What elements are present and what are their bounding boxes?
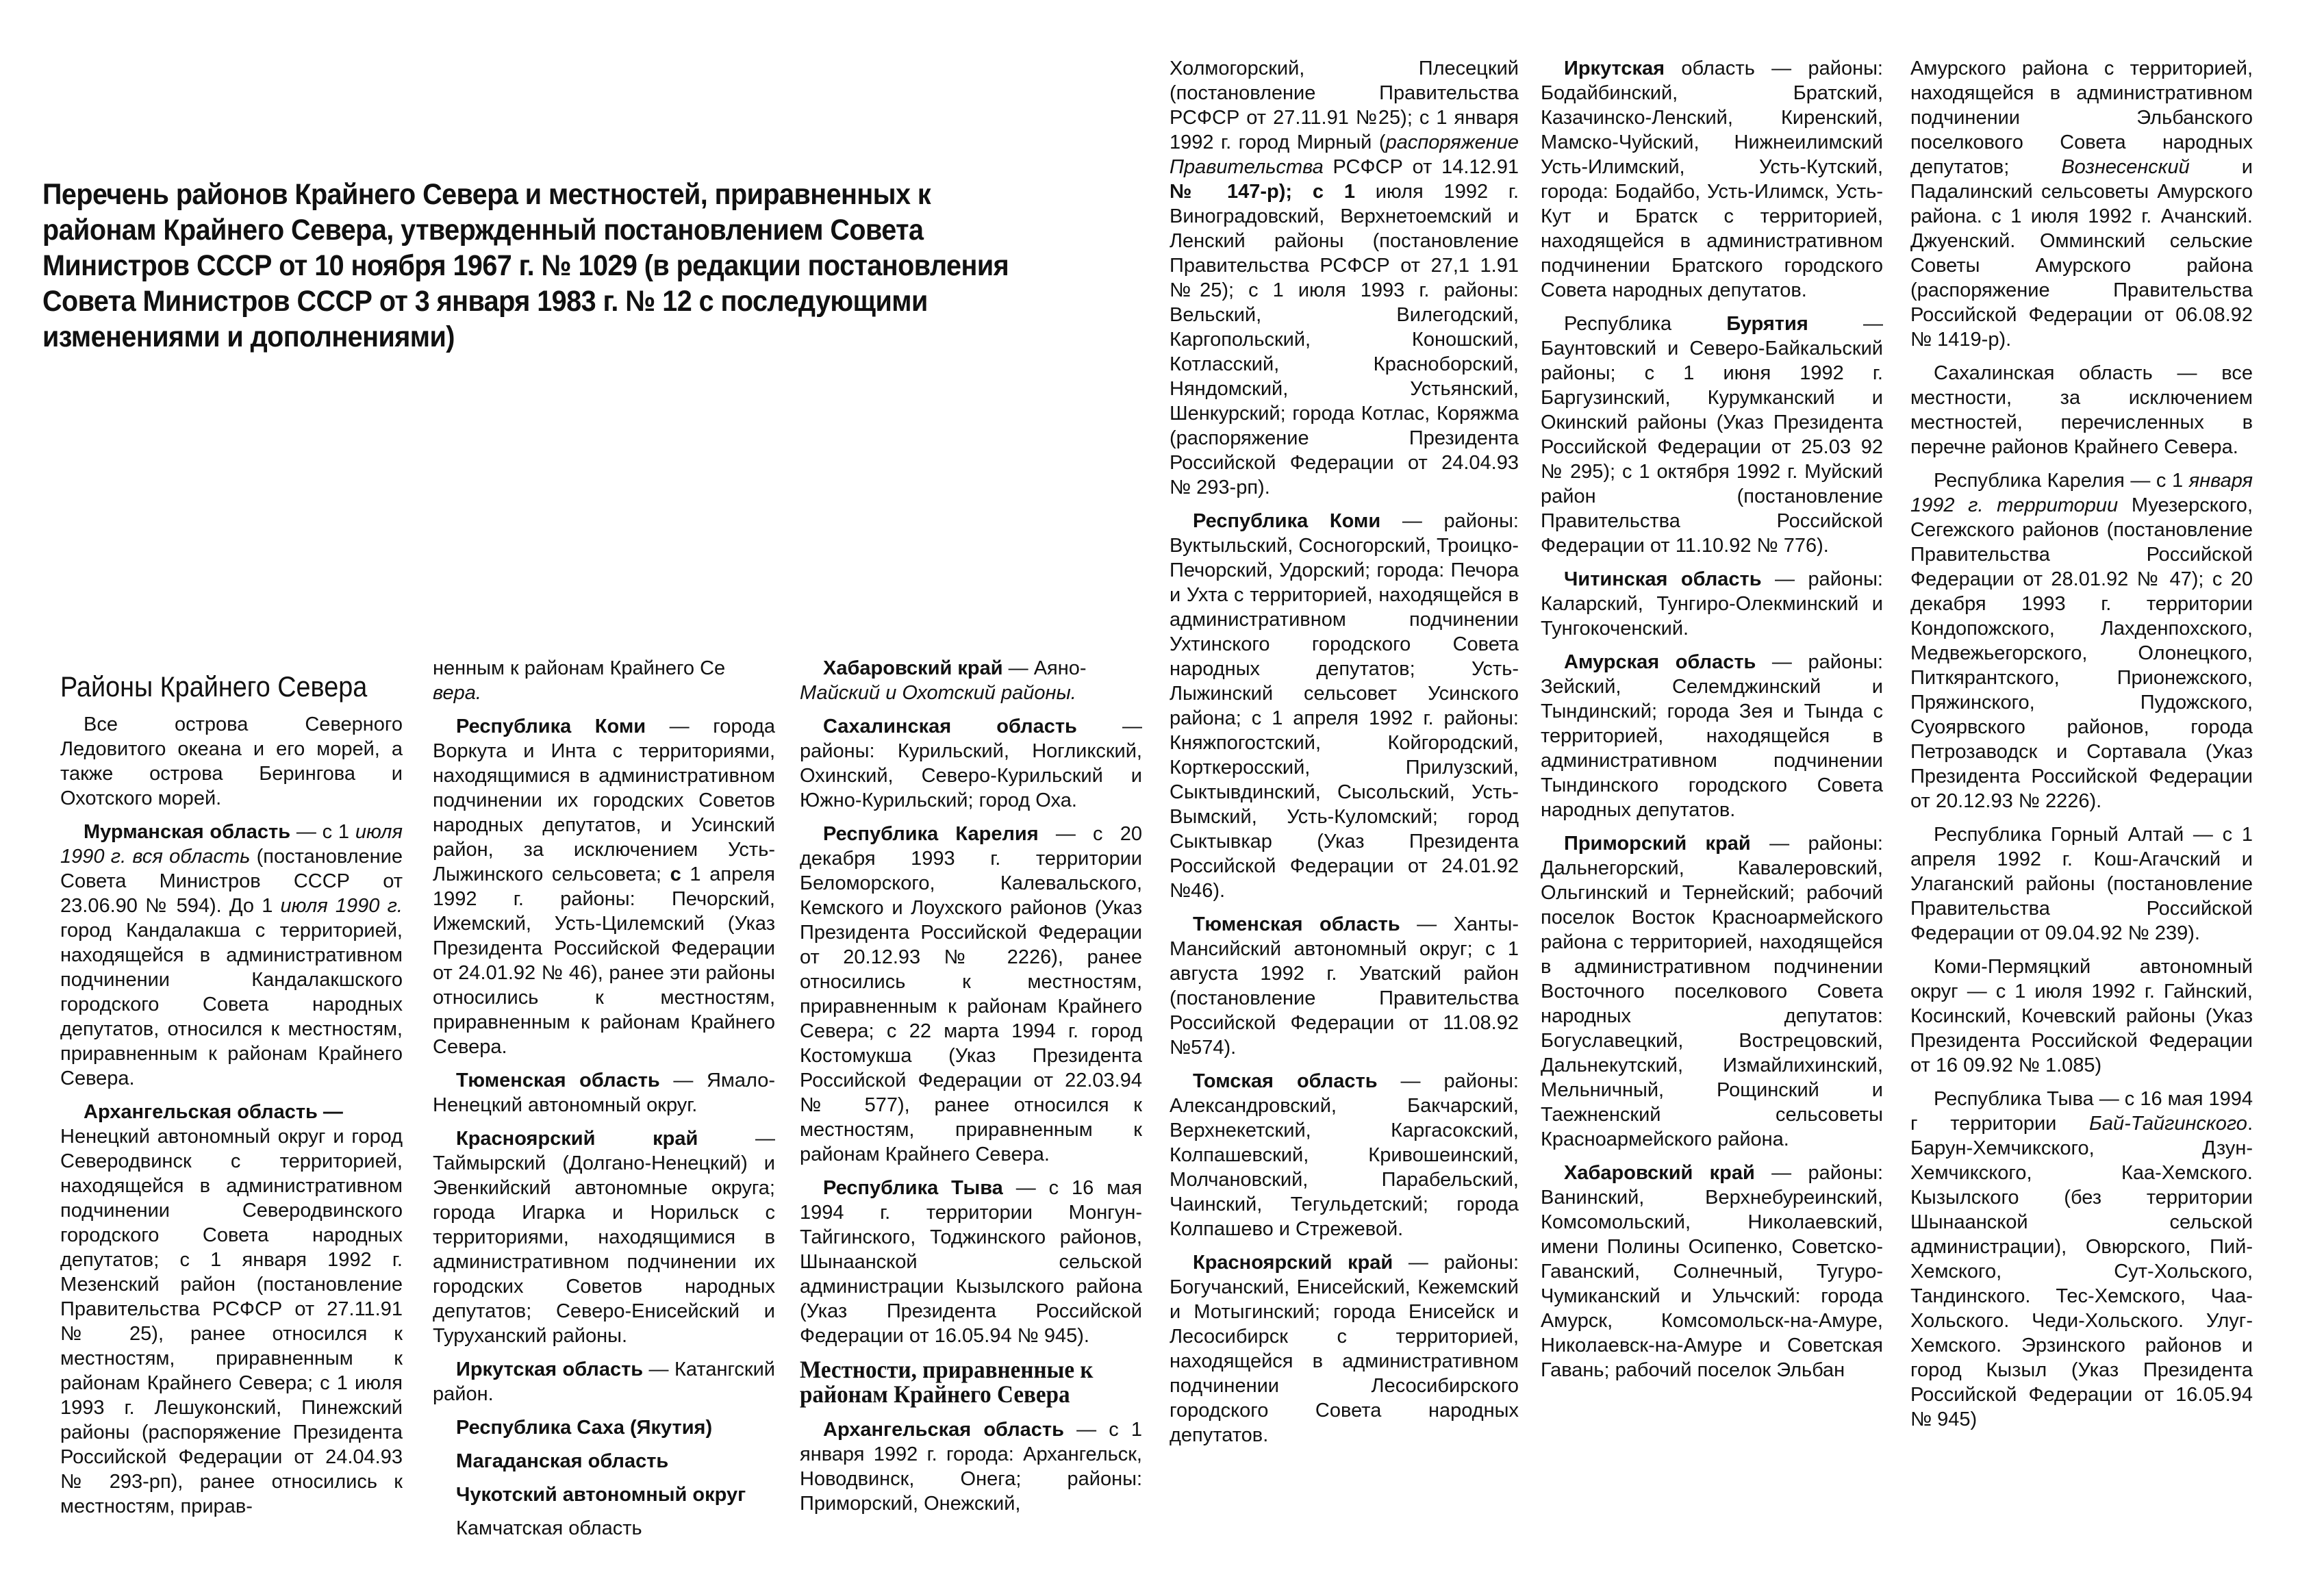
paragraph-text: и Падалинский сельсоветы Амурского района. с 1 июля 1992 г. Ачанский. Джуенский. Омминский сельские Советы Амурского района (распоряжение Правительства Российской Федерации от 06.08.92 № 1419-р). (1910, 156, 2253, 351)
paragraph-text: — Аяно- (1002, 657, 1087, 679)
paragraph-arkhangelsk-equiv (800, 1417, 1142, 1516)
paragraph-italic: вера. (433, 682, 481, 704)
column-5 (1541, 56, 1883, 1391)
region-name: Республика Саха (Якутия) (456, 1417, 713, 1439)
paragraph-magadan (433, 1449, 775, 1474)
paragraph-text: — Ямало-Ненецкий автономный округ. (433, 1070, 775, 1116)
paragraph-text: область — районы: Бодайбинский, Братский, Казачинско-Ленский, Киренский, Мамско-Чуйский, Нижнеилимский Усть-Илимский, Усть-Кутский, города: Бодайбо, Усть-Илимск, Усть-Кут и Братск с территорией, находящейся в административном подчинении Братского городского Совета народных депутатов. (1541, 58, 1883, 301)
paragraph-text: — районы: Александровский, Бакчарский, Верхнекетский, Каргасокский, Колпашевский, Кривошеинский, Молчановский, Парабельский, Чаинский, Тегульдетский; города Колпашево и Стрежевой. (1170, 1070, 1519, 1240)
region-name: Республика Коми (456, 716, 646, 737)
paragraph-amur (1541, 650, 1883, 822)
paragraph-italic: Бай-Тайгинского (2088, 1113, 2247, 1135)
paragraph-arkhangelsk-text: Ненецкий автономный округ и город Северодвинск с территорией, находящейся в административном подчинении Северодвинского городского Совета народных депутатов; с 1 января 1992 г. Мезенский район (постановление Правительства РСФСР от 27.11.91 № 25), ранее относился к местностям, приравненным к районам Крайнего Севера; с 1 июля 1993 г. Лешуконский, Пинежский районы (распоряжение Президента Российской Федерации от 24.04.93 № 293-рп), ранее относились к местностям, прирав- (60, 1126, 403, 1517)
paragraph-text: — районы: Курильский, Ногликский, Охинский, Северо-Курильский и Южно-Курильский; город Оха. (800, 716, 1142, 811)
region-name: Мурманская область (84, 821, 291, 843)
paragraph-arkhangelsk (60, 1100, 403, 1124)
paragraph-irkutsk-equiv (1541, 56, 1883, 303)
paragraph-chukotka (433, 1482, 775, 1507)
paragraph-text: — районы: Дальнегорский, Кавалеровский, Ольгинский и Тернейский; рабочий поселок Восток Красноармейского района с территорией, находящейся в административном подчинении Восточного поселкового Совета народных депутатов: Богуславецкий, Вострецовский, Дальнекутский, Измайлихинский, Мельничный, Рощинский и Таежненский сельсоветы Красноармейского района. (1541, 833, 1883, 1150)
paragraph-islands: Все острова Северного Ледовитого океана и его морей, а также острова Берингова и Охотского морей. (60, 713, 403, 809)
region-name: Тюменская область (456, 1070, 660, 1091)
paragraph-kamchatka: Камчатская область (456, 1517, 642, 1539)
paragraph-krasnoyarsk-equiv (1170, 1250, 1519, 1448)
region-name: Красноярский край (1193, 1252, 1393, 1274)
column-3 (800, 656, 1142, 1525)
paragraph-italic: января 1992 г. территории (1910, 470, 2253, 516)
paragraph-text: город Кандалакша с территорией, находящейся в административном подчинении Кандалакшского городского Совета народных депутатов, относился к местностям, приравненным к районам Крайнего Севера. (60, 920, 403, 1089)
paragraph-text: Республика Тыва — с 16 мая 1994 г территории (1910, 1088, 2253, 1135)
region-name: Приморский край (1564, 833, 1751, 855)
region-name: Тюменская область (1193, 913, 1400, 935)
paragraph-sakhalin (800, 714, 1142, 813)
region-name: Иркутская (1564, 58, 1665, 79)
paragraph-altai: Республика Горный Алтай — с 1 апреля 1992 г. Кош-Агачский и Улаганский районы (постановление Правительства Российской Федерации от 09.04.92 № 239). (1910, 824, 2253, 944)
paragraph-italic: июля 1990 г. (280, 895, 403, 917)
paragraph-text: ненным к районам Крайнего Се (433, 657, 726, 679)
region-name: Амурская область (1564, 651, 1756, 673)
paragraph-sakha (433, 1415, 775, 1440)
paragraph-text: — Ханты-Мансийский автономный округ; с 1 августа 1992 г. Уватский район (постановление Правительства Российской Федерации от 11.08.92 №574). (1170, 913, 1519, 1059)
paragraph-karelia (800, 822, 1142, 1167)
paragraph-text: — с 1 января 1992 г. города: Архангельск, Новодвинск, Онега; районы: Приморский, Онежский, (800, 1419, 1142, 1515)
column-1 (60, 670, 403, 1528)
paragraph-text: 1 апреля 1992 г. районы: Печорский, Ижемский, Усть-Цилемский (Указ Президента Российской Федерации от 24.01.92 № 46), ранее эти районы относились к местностям, приравненным к районам Крайнего Севера. (433, 863, 775, 1058)
paragraph-text: — с 20 декабря 1993 г. территории Беломорского, Калевальского, Кемского и Лоухского районов (Указ Президента Российской Федерации от 20.12.93 № 2226), ранее относились к местностям, приравненным к районам Крайнего Севера; с 22 марта 1994 г. город Костомукша (Указ Президента Российской Федерации от 22.03.94 № 577), ранее относился к местностям, приравненным к районам Крайнего Севера. (800, 823, 1142, 1165)
region-name: Красноярский край (456, 1128, 698, 1150)
region-name: Магаданская область (456, 1450, 669, 1472)
paragraph-bold: с (670, 863, 681, 885)
paragraph-text: РСФСР от 14.12.91 (1323, 156, 1519, 178)
paragraph-italic: июля 1990 г. вся область (60, 821, 403, 868)
paragraph-text: — районы: Зейский, Селемджинский и Тындинский; города Зея и Тында с территорией, находящейся в административном подчинении Тындинского городского Совета народных депутатов. (1541, 651, 1883, 821)
paragraph-komi-equiv (1170, 509, 1519, 903)
paragraph-komi (433, 714, 775, 1059)
region-name: Бурятия (1726, 313, 1808, 335)
paragraph-text: — районы: Ванинский, Верхнебуреинский, Комсомольский, Николаевский, имени Полины Осипенко, Советско-Гаванский, Солнечный, Тугуро-Чумиканский и Ульчский: города Амурск, Комсомольск-на-Амуре, Николаевск-на-Амуре и Советская Гавань; рабочий поселок Эльбан (1541, 1162, 1883, 1381)
region-name: Республика Коми (1193, 510, 1381, 532)
paragraph-sakhalin-equiv: Сахалинская область — все местности, за исключением местностей, перечисленных в перечне районов Крайнего Севера. (1910, 362, 2253, 458)
region-name: Иркутская область (456, 1359, 644, 1380)
paragraph-bold: № 147-р); с 1 (1170, 181, 1355, 203)
paragraph-tyva (800, 1176, 1142, 1348)
paragraph-chita (1541, 567, 1883, 641)
paragraph-buryatia (1541, 312, 1883, 558)
paragraph-text: Республика (1564, 313, 1727, 335)
paragraph-text: Амурского района с территорией, находящейся в административном подчинении Эльбанского поселкового Совета народных депутатов; (1910, 58, 2253, 178)
paragraph-krasnoyarsk (433, 1126, 775, 1348)
paragraph-tyumen-equiv (1170, 912, 1519, 1060)
column-2 (433, 656, 775, 1550)
paragraph-text: — Катангский район. (433, 1359, 775, 1405)
paragraph-text: Муезерского, Сегежского районов (постановление Правительства Российской Федерации от 28.01.92 № 47); с 20 декабря 1993 г. территории Кондопожского, Лахденпохского, Медвежьегорского, Олонецкого, Питкярантского, Прионежского, Пряжинского, Пудожского, Суоярвского районов, города Петрозаводск и Сортавала (Указ Президента Российской Федерации от 20.12.93 № 2226). (1910, 494, 2253, 812)
section-heading-equivalent: Местности, приравненные к районам Крайнего Севера (800, 1356, 1094, 1408)
region-name: Республика Карелия (823, 823, 1039, 845)
paragraph-continuation (433, 656, 775, 705)
paragraph-tyumen (433, 1068, 775, 1117)
region-name: Хабаровский край (1564, 1162, 1755, 1184)
paragraph-khabarovsk-equiv (1541, 1161, 1883, 1382)
paragraph-tyva-equiv (1910, 1087, 2253, 1432)
region-name: Сахалинская область (823, 716, 1077, 737)
paragraph-text: (постановление Совета Министров СССР от 23.06.90 № 594). До 1 (60, 846, 403, 917)
column-6 (1910, 56, 2253, 1441)
paragraph-primorsky (1541, 831, 1883, 1152)
paragraph-text: Республика Карелия — с 1 (1934, 470, 2189, 492)
paragraph-text: июля 1992 г. Виноградовский, Верхнетоемский и Ленский районы (постановление Правительства РСФСР от 27,1 1.91 №25); с 1 июля 1993 г. районы: Вельский, Вилегодский, Каргопольский, Коношский, Котласский, Красноборский, Няндомский, Устьянский, Шенкурский; города Котлас, Коряжма (распоряжение Президента Российской Федерации от 24.04.93 № 293-рп). (1170, 181, 1519, 498)
paragraph-text: — с 1 (290, 821, 355, 843)
paragraph-tomsk (1170, 1069, 1519, 1241)
paragraph-text: . Барун-Хемчикского, Дзун-Хемчикского, Каа-Хемского. Кызылского (без территории Шынаанской сельской администрации), Овюрского, Пий-Хемского, Сут-Хольского, Тандинского. Тес-Хемского, Чаа-Хольского. Чеди-Хольского. Улуг-Хемского. Эрзинского районов и город Кызыл (Указ Президента Российской Федерации от 16.05.94 № 945) (1910, 1113, 2253, 1430)
paragraph-irkutsk (433, 1357, 775, 1406)
region-name: Хабаровский край (823, 657, 1003, 679)
paragraph-murmansk (60, 820, 403, 1091)
paragraph-text: — Баунтовский и Северо-Байкальский районы; с 1 июня 1992 г. Баргузинский, Курумканский и Окинский районы (Указ Президента Российской Федерации от 25.03 92 № 295); с 1 октября 1992 г. Муйский район (постановление Правительства Российской Федерации от 11.10.92 № 776). (1541, 313, 1883, 557)
paragraph-text: — районы: Богучанский, Енисейский, Кежемский и Мотыгинский; города Енисейск и Лесосибирск с территорией, находящейся в административном подчинении Лесосибирского городского Совета народных депутатов. (1170, 1252, 1519, 1446)
paragraph-khabarovsk-cont (1910, 56, 2253, 352)
paragraph-karelia-equiv (1910, 468, 2253, 813)
region-name: Архангельская область (823, 1419, 1064, 1441)
paragraph-text: — с 16 мая 1994 г. территории Монгун-Тайгинского, Тоджинского районов, Шынаанской сельской администрации Кызылского района (Указ Президента Российской Федерации от 16.05.94 № 945). (800, 1177, 1142, 1347)
paragraph-italic: Вознесенский (2061, 156, 2190, 178)
region-name: Читинская область (1564, 568, 1762, 590)
region-name: Архангельская область — (84, 1101, 343, 1123)
paragraph-text: — районы: Каларский, Тунгиро-Олекминский и Тунгокоченский. (1541, 568, 1883, 640)
document-title: Перечень районов Крайнего Севера и местностей, приравненных к районам Крайнего Севера, утвержденный постановлением Совета Министров СССР от 10 ноября 1967 г. № 1029 (в редакции постановления Совета Министров СССР от 3 января 1983 г. № 12 с последующими изменениями и дополнениями) (42, 178, 1009, 353)
region-name: Томская область (1193, 1070, 1378, 1092)
paragraph-italic: Майский и Охотский районы. (800, 682, 1076, 704)
paragraph-komi-permyak: Коми-Пермяцкий автономный округ — с 1 июля 1992 г. Гайнский, Косинский, Кочевский районы (Указ Президента Российской Федерации от 16 09.92 № 1.085) (1910, 956, 2253, 1076)
paragraph-text: — города Воркута и Инта с территориями, находящимися в административном подчинении их городских Советов народных депутатов, и Усинский район, за исключением Усть-Лыжинского сельсовета; (433, 716, 775, 885)
paragraph-text: — районы: Вуктыльский, Сосногорский, Троицко-Печорский, Удорский; города: Печора и Ухта с территорией, находящейся в административном подчинении Ухтинского городского Совета народных депутатов; Усть-Лыжинский сельсовет Усинского района; с 1 апреля 1992 г. районы: Княжпогостский, Койгородский, Корткеросский, Прилузский, Сыктывдинский, Сысольский, Усть-Вымский, Усть-Куломский; город Сыктывкар (Указ Президента Российской Федерации от 24.01.92 №46). (1170, 510, 1519, 902)
column-4 (1170, 56, 1519, 1456)
region-name: Чукотский автономный округ (456, 1484, 746, 1506)
paragraph-khabarovsk (800, 656, 1142, 705)
region-name: Республика Тыва (823, 1177, 1003, 1199)
section-heading-north: Районы Крайнего Севера (60, 670, 368, 703)
paragraph-text: — Таймырский (Долгано-Ненецкий) и Эвенкийский автономные округа; города Игарка и Норильск с территориями, находящимися в административном подчинении их городских Советов народных депутатов; Северо-Енисейский и Туруханский районы. (433, 1128, 775, 1347)
paragraph-italic: распоряжение Правительства (1170, 131, 1519, 178)
paragraph-text: Холмогорский, Плесецкий (постановление Правительства РСФСР от 27.11.91 №25); с 1 января 1992 г. город Мирный ( (1170, 58, 1519, 153)
paragraph-arkhangelsk-cont (1170, 56, 1519, 500)
